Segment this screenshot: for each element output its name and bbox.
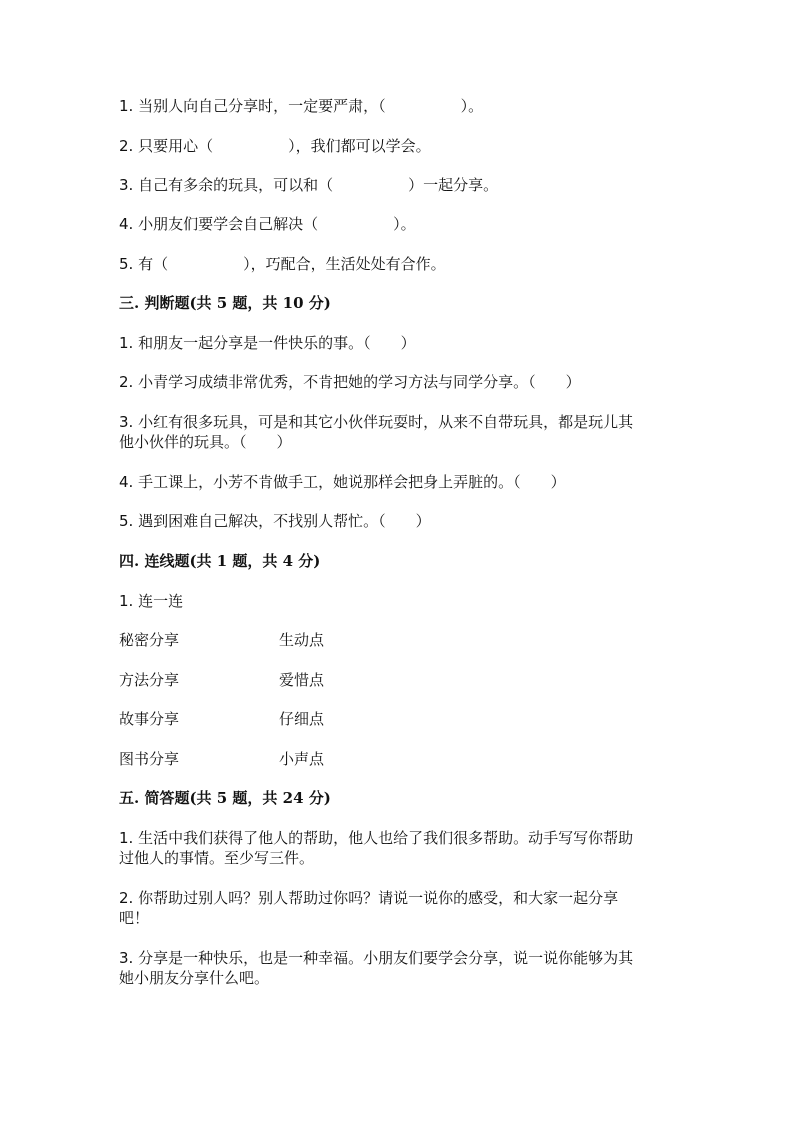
judgement-item-5: 5. 遇到困难自己解决，不找别人帮忙。（ ） bbox=[119, 512, 431, 530]
fill-blank-4: 4. 小朋友们要学会自己解决（ ）。 bbox=[119, 215, 416, 233]
judgement-item-2: 2. 小青学习成绩非常优秀，不肯把她的学习方法与同学分享。（ ） bbox=[119, 373, 581, 391]
matching-left-2: 方法分享 bbox=[119, 671, 180, 689]
short-answer-2-line2: 吧！ bbox=[119, 909, 150, 927]
matching-right-3: 仔细点 bbox=[279, 710, 325, 728]
judgement-item-1: 1. 和朋友一起分享是一件快乐的事。（ ） bbox=[119, 334, 416, 352]
judgement-item-3-line1: 3. 小红有很多玩具，可是和其它小伙伴玩耍时，从来不自带玩具，都是玩儿其 bbox=[119, 413, 634, 431]
short-answer-1-line2: 过他人的事情。至少写三件。 bbox=[119, 849, 315, 867]
section-heading-matching: 四. 连线题(共 1 题，共 4 分) bbox=[119, 552, 321, 570]
short-answer-3-line2: 她小朋友分享什么吧。 bbox=[119, 969, 270, 987]
short-answer-3-line1: 3. 分享是一种快乐，也是一种幸福。小朋友们要学会分享，说一说你能够为其 bbox=[119, 949, 634, 967]
section-heading-judgement: 三. 判断题(共 5 题，共 10 分) bbox=[119, 294, 331, 312]
matching-question: 1. 连一连 bbox=[119, 592, 184, 610]
section-heading-short-answer: 五. 简答题(共 5 题，共 24 分) bbox=[119, 789, 331, 807]
short-answer-1-line1: 1. 生活中我们获得了他人的帮助，他人也给了我们很多帮助。动手写写你帮助 bbox=[119, 829, 634, 847]
matching-left-1: 秘密分享 bbox=[119, 631, 180, 649]
matching-right-2: 爱惜点 bbox=[279, 671, 325, 689]
fill-blank-3: 3. 自己有多余的玩具，可以和（ ）一起分享。 bbox=[119, 176, 499, 194]
fill-blank-5: 5. 有（ ），巧配合，生活处处有合作。 bbox=[119, 255, 446, 273]
matching-left-3: 故事分享 bbox=[119, 710, 180, 728]
judgement-item-3-line2: 他小伙伴的玩具。（ ） bbox=[119, 433, 292, 451]
matching-right-4: 小声点 bbox=[279, 750, 325, 768]
short-answer-2-line1: 2. 你帮助过别人吗？别人帮助过你吗？请说一说你的感受，和大家一起分享 bbox=[119, 889, 619, 907]
fill-blank-2: 2. 只要用心（ ），我们都可以学会。 bbox=[119, 137, 431, 155]
judgement-item-4: 4. 手工课上，小芳不肯做手工，她说那样会把身上弄脏的。（ ） bbox=[119, 473, 566, 491]
fill-blank-1: 1. 当别人向自己分享时，一定要严肃，（ ）。 bbox=[119, 97, 484, 115]
matching-left-4: 图书分享 bbox=[119, 750, 180, 768]
matching-right-1: 生动点 bbox=[279, 631, 325, 649]
